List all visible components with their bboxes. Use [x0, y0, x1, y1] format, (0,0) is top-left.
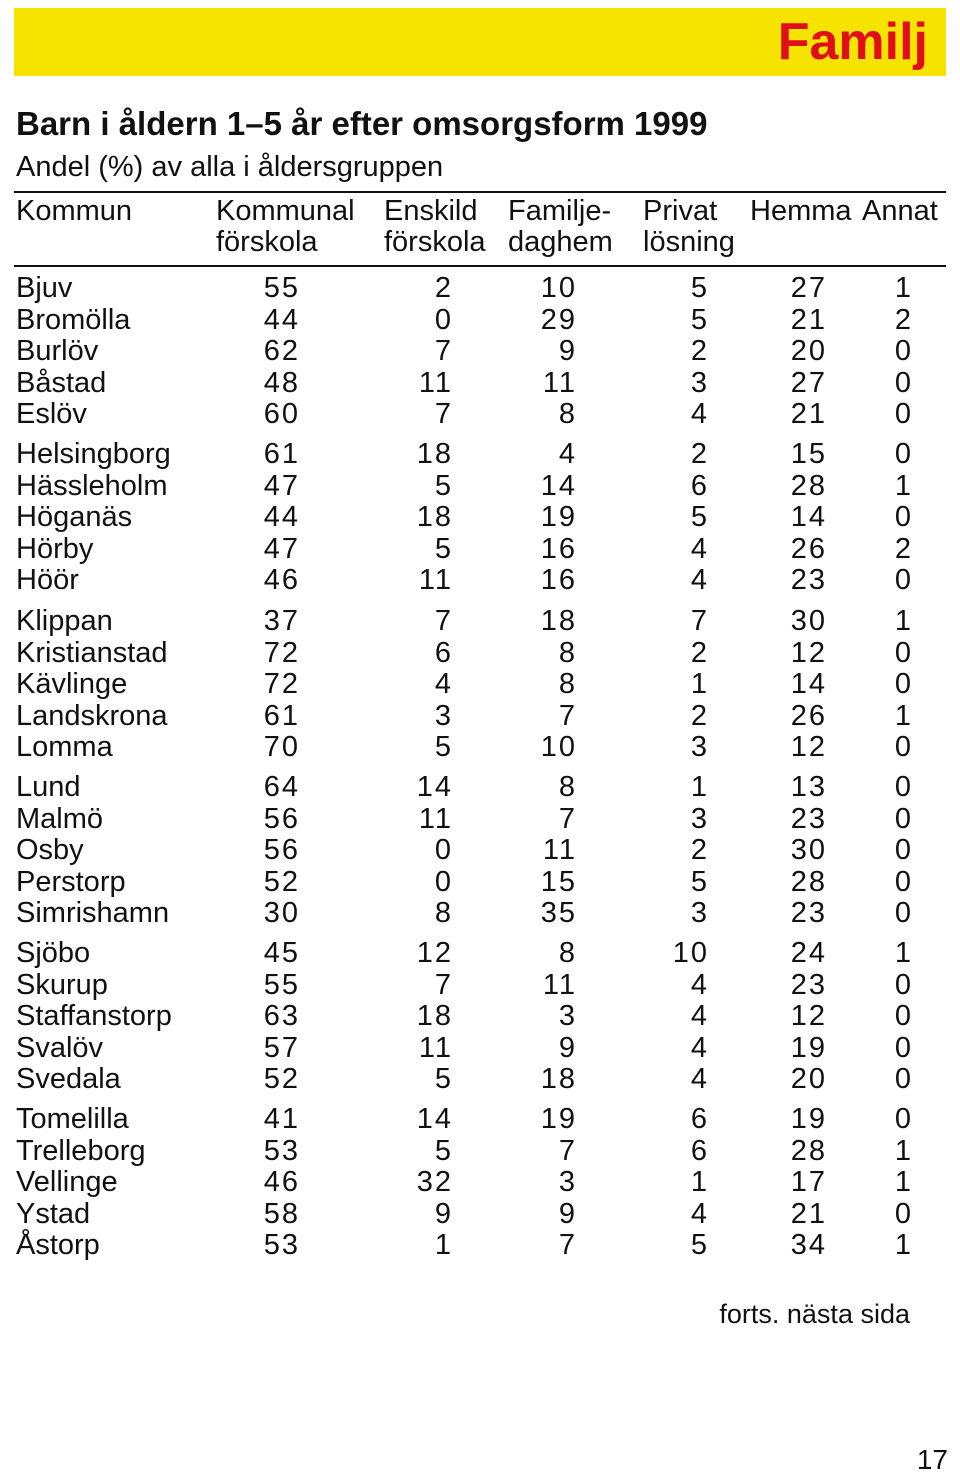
cell-privat-losning: 1 [690, 771, 709, 803]
cell-hemma: 12 [790, 731, 827, 764]
cell-kommun: Svalöv [16, 1031, 104, 1064]
cell-kommunal-forskola: 53 [263, 1229, 300, 1262]
cell-privat-losning: 4 [690, 1000, 709, 1033]
cell-annat: 1 [894, 469, 913, 502]
cell-enskild-forskola: 5 [434, 532, 453, 565]
cell-hemma: 27 [790, 272, 827, 304]
cell-kommun: Kristianstad [16, 636, 168, 669]
cell-annat: 0 [894, 802, 913, 835]
table-row [0, 668, 960, 700]
cell-familjedaghem: 15 [540, 865, 577, 898]
cell-hemma: 14 [790, 668, 827, 701]
cell-enskild-forskola: 18 [416, 1000, 453, 1033]
cell-privat-losning: 5 [690, 303, 709, 336]
cell-familjedaghem: 8 [558, 398, 577, 431]
cell-privat-losning: 4 [690, 564, 709, 597]
cell-privat-losning: 5 [690, 865, 709, 898]
table-row [0, 1166, 960, 1198]
cell-annat: 0 [894, 366, 913, 399]
cell-kommunal-forskola: 47 [263, 469, 300, 502]
cell-kommunal-forskola: 55 [263, 968, 300, 1001]
cell-enskild-forskola: 11 [418, 564, 453, 597]
cell-kommunal-forskola: 63 [263, 1000, 300, 1033]
cell-enskild-forskola: 9 [434, 1197, 453, 1230]
cell-hemma: 24 [790, 937, 827, 969]
cell-kommun: Lomma [16, 731, 113, 764]
cell-privat-losning: 3 [690, 366, 709, 399]
cell-kommunal-forskola: 41 [263, 1103, 300, 1135]
table-row [0, 937, 960, 969]
cell-annat: 1 [894, 1166, 913, 1199]
cell-kommun: Eslöv [16, 398, 87, 431]
cell-hemma: 17 [790, 1166, 827, 1199]
cell-familjedaghem: 11 [542, 968, 577, 1001]
cell-hemma: 30 [790, 834, 827, 867]
cell-kommun: Hässleholm [16, 469, 168, 502]
cell-kommun: Malmö [16, 802, 104, 835]
table-row [0, 700, 960, 732]
cell-kommun: Klippan [16, 605, 113, 637]
cell-familjedaghem: 7 [558, 1134, 577, 1167]
cell-familjedaghem: 10 [540, 272, 577, 304]
cell-kommun: Tomelilla [16, 1103, 129, 1135]
cell-annat: 0 [894, 564, 913, 597]
header-enskild-forskola: Enskild förskola [384, 195, 486, 258]
cell-familjedaghem: 19 [540, 501, 577, 534]
cell-familjedaghem: 3 [558, 1166, 577, 1199]
cell-privat-losning: 3 [690, 802, 709, 835]
cell-kommun: Helsingborg [16, 438, 171, 470]
cell-familjedaghem: 10 [540, 731, 577, 764]
cell-privat-losning: 2 [690, 636, 709, 669]
cell-kommun: Simrishamn [16, 897, 170, 930]
cell-kommunal-forskola: 46 [263, 564, 300, 597]
cell-privat-losning: 3 [690, 731, 709, 764]
cell-kommunal-forskola: 60 [263, 398, 300, 431]
cell-annat: 1 [894, 272, 913, 304]
cell-annat: 0 [894, 834, 913, 867]
cell-privat-losning: 3 [690, 897, 709, 930]
cell-kommunal-forskola: 37 [263, 605, 300, 637]
cell-hemma: 21 [790, 1197, 827, 1230]
table-row [0, 771, 960, 803]
cell-privat-losning: 4 [690, 968, 709, 1001]
cell-enskild-forskola: 11 [418, 366, 453, 399]
cell-hemma: 13 [790, 771, 827, 803]
header-annat: Annat [862, 195, 938, 227]
cell-privat-losning: 2 [690, 438, 709, 470]
header-familjedaghem: Familje- daghem [508, 195, 613, 258]
cell-annat: 0 [894, 1197, 913, 1230]
cell-hemma: 34 [790, 1229, 827, 1262]
cell-privat-losning: 5 [690, 1229, 709, 1262]
table-row [0, 605, 960, 637]
page-number: 17 [916, 1444, 948, 1475]
cell-annat: 0 [894, 398, 913, 431]
table-row [0, 1229, 960, 1261]
cell-hemma: 27 [790, 366, 827, 399]
cell-annat: 0 [894, 668, 913, 701]
cell-annat: 2 [894, 303, 913, 336]
table-row [0, 1135, 960, 1167]
cell-hemma: 23 [790, 802, 827, 835]
cell-familjedaghem: 11 [542, 366, 577, 399]
cell-hemma: 28 [790, 469, 827, 502]
table-row [0, 304, 960, 336]
cell-kommunal-forskola: 57 [263, 1031, 300, 1064]
cell-kommunal-forskola: 44 [263, 303, 300, 336]
cell-kommun: Hörby [16, 532, 94, 565]
cell-familjedaghem: 7 [558, 699, 577, 732]
cell-annat: 1 [894, 605, 913, 637]
cell-kommun: Trelleborg [16, 1134, 146, 1167]
continued-note: forts. nästa sida [719, 1299, 910, 1329]
cell-kommun: Osby [16, 834, 84, 867]
cell-kommunal-forskola: 53 [263, 1134, 300, 1167]
cell-annat: 1 [894, 1134, 913, 1167]
table-row [0, 398, 960, 430]
cell-privat-losning: 6 [690, 1103, 709, 1135]
cell-hemma: 28 [790, 1134, 827, 1167]
cell-familjedaghem: 7 [558, 1229, 577, 1262]
cell-enskild-forskola: 7 [434, 605, 453, 637]
cell-hemma: 23 [790, 564, 827, 597]
cell-annat: 0 [894, 865, 913, 898]
cell-privat-losning: 2 [690, 335, 709, 368]
cell-kommunal-forskola: 48 [263, 366, 300, 399]
cell-hemma: 23 [790, 968, 827, 1001]
cell-kommun: Båstad [16, 366, 107, 399]
cell-kommun: Lund [16, 771, 81, 803]
cell-enskild-forskola: 12 [416, 937, 453, 969]
cell-familjedaghem: 4 [558, 438, 577, 470]
cell-enskild-forskola: 7 [434, 398, 453, 431]
cell-kommunal-forskola: 72 [263, 668, 300, 701]
cell-familjedaghem: 8 [558, 636, 577, 669]
cell-annat: 0 [894, 335, 913, 368]
table-row [0, 803, 960, 835]
section-title: Familj [777, 13, 928, 71]
cell-hemma: 30 [790, 605, 827, 637]
cell-enskild-forskola: 18 [416, 438, 453, 470]
cell-familjedaghem: 8 [558, 771, 577, 803]
cell-kommunal-forskola: 61 [263, 438, 300, 470]
cell-enskild-forskola: 32 [416, 1166, 453, 1199]
cell-privat-losning: 5 [690, 272, 709, 304]
cell-enskild-forskola: 3 [434, 699, 453, 732]
cell-kommun: Åstorp [16, 1229, 100, 1262]
cell-hemma: 28 [790, 865, 827, 898]
cell-enskild-forskola: 6 [434, 636, 453, 669]
cell-enskild-forskola: 0 [434, 865, 453, 898]
table-row [0, 897, 960, 929]
cell-hemma: 26 [790, 699, 827, 732]
cell-kommunal-forskola: 72 [263, 636, 300, 669]
table-row [0, 438, 960, 470]
cell-hemma: 26 [790, 532, 827, 565]
cell-kommunal-forskola: 47 [263, 532, 300, 565]
cell-privat-losning: 5 [690, 501, 709, 534]
cell-hemma: 19 [790, 1103, 827, 1135]
cell-kommun: Perstorp [16, 865, 126, 898]
cell-familjedaghem: 11 [542, 834, 577, 867]
cell-kommunal-forskola: 52 [263, 865, 300, 898]
cell-privat-losning: 4 [690, 1031, 709, 1064]
cell-hemma: 14 [790, 501, 827, 534]
cell-kommunal-forskola: 52 [263, 1063, 300, 1096]
cell-hemma: 12 [790, 1000, 827, 1033]
table-top-rule [14, 191, 946, 193]
cell-enskild-forskola: 0 [434, 834, 453, 867]
header-kommunal-forskola: Kommunal förskola [216, 195, 355, 258]
cell-annat: 0 [894, 968, 913, 1001]
cell-kommunal-forskola: 56 [263, 802, 300, 835]
cell-familjedaghem: 18 [540, 1063, 577, 1096]
cell-annat: 1 [894, 699, 913, 732]
cell-familjedaghem: 9 [558, 335, 577, 368]
cell-privat-losning: 4 [690, 1063, 709, 1096]
table-row [0, 272, 960, 304]
table-row [0, 969, 960, 1001]
cell-hemma: 20 [790, 335, 827, 368]
cell-familjedaghem: 8 [558, 668, 577, 701]
cell-enskild-forskola: 1 [434, 1229, 453, 1262]
cell-kommunal-forskola: 55 [263, 272, 300, 304]
cell-kommunal-forskola: 44 [263, 501, 300, 534]
cell-kommun: Burlöv [16, 335, 99, 368]
cell-annat: 0 [894, 771, 913, 803]
cell-privat-losning: 1 [690, 1166, 709, 1199]
cell-enskild-forskola: 5 [434, 469, 453, 502]
cell-hemma: 21 [790, 303, 827, 336]
cell-enskild-forskola: 5 [434, 731, 453, 764]
cell-familjedaghem: 35 [540, 897, 577, 930]
table-row [0, 1032, 960, 1064]
cell-kommunal-forskola: 56 [263, 834, 300, 867]
table-row [0, 866, 960, 898]
cell-familjedaghem: 29 [540, 303, 577, 336]
cell-kommun: Skurup [16, 968, 108, 1001]
cell-kommun: Bjuv [16, 272, 73, 304]
cell-familjedaghem: 9 [558, 1197, 577, 1230]
cell-privat-losning: 6 [690, 469, 709, 502]
cell-annat: 0 [894, 501, 913, 534]
cell-hemma: 15 [790, 438, 827, 470]
page-title: Barn i åldern 1–5 år efter omsorgsform 1999 [16, 105, 708, 142]
header-kommun: Kommun [16, 195, 133, 227]
cell-kommun: Landskrona [16, 699, 168, 732]
table-row [0, 564, 960, 596]
cell-kommun: Sjöbo [16, 937, 91, 969]
cell-kommunal-forskola: 30 [263, 897, 300, 930]
cell-kommunal-forskola: 46 [263, 1166, 300, 1199]
cell-familjedaghem: 9 [558, 1031, 577, 1064]
table-row [0, 470, 960, 502]
cell-privat-losning: 6 [690, 1134, 709, 1167]
cell-enskild-forskola: 7 [434, 335, 453, 368]
cell-enskild-forskola: 18 [416, 501, 453, 534]
table-row [0, 637, 960, 669]
cell-enskild-forskola: 14 [416, 1103, 453, 1135]
cell-hemma: 20 [790, 1063, 827, 1096]
cell-annat: 0 [894, 1031, 913, 1064]
table-row [0, 1063, 960, 1095]
cell-enskild-forskola: 7 [434, 968, 453, 1001]
cell-kommun: Staffanstorp [16, 1000, 172, 1033]
cell-hemma: 23 [790, 897, 827, 930]
table-row [0, 1000, 960, 1032]
cell-familjedaghem: 19 [540, 1103, 577, 1135]
cell-familjedaghem: 18 [540, 605, 577, 637]
cell-kommun: Höör [16, 564, 79, 597]
table-row [0, 1103, 960, 1135]
section-banner [14, 8, 946, 76]
cell-privat-losning: 2 [690, 834, 709, 867]
cell-hemma: 21 [790, 398, 827, 431]
cell-annat: 0 [894, 731, 913, 764]
cell-privat-losning: 4 [690, 1197, 709, 1230]
cell-enskild-forskola: 0 [434, 303, 453, 336]
table-row [0, 731, 960, 763]
cell-familjedaghem: 14 [540, 469, 577, 502]
cell-kommun: Ystad [16, 1197, 91, 1230]
cell-annat: 1 [894, 937, 913, 969]
cell-kommunal-forskola: 64 [263, 771, 300, 803]
cell-enskild-forskola: 14 [416, 771, 453, 803]
cell-privat-losning: 7 [690, 605, 709, 637]
cell-familjedaghem: 16 [540, 564, 577, 597]
cell-enskild-forskola: 11 [418, 1031, 453, 1064]
cell-annat: 0 [894, 1063, 913, 1096]
cell-enskild-forskola: 8 [434, 897, 453, 930]
cell-privat-losning: 2 [690, 699, 709, 732]
cell-privat-losning: 4 [690, 398, 709, 431]
cell-enskild-forskola: 5 [434, 1063, 453, 1096]
header-privat-losning: Privat lösning [643, 195, 735, 258]
cell-kommunal-forskola: 62 [263, 335, 300, 368]
cell-annat: 2 [894, 532, 913, 565]
cell-kommunal-forskola: 70 [263, 731, 300, 764]
cell-hemma: 19 [790, 1031, 827, 1064]
cell-annat: 0 [894, 438, 913, 470]
cell-familjedaghem: 16 [540, 532, 577, 565]
table-row [0, 501, 960, 533]
cell-kommun: Kävlinge [16, 668, 128, 701]
cell-kommun: Höganäs [16, 501, 133, 534]
cell-annat: 0 [894, 897, 913, 930]
cell-familjedaghem: 7 [558, 802, 577, 835]
cell-privat-losning: 1 [690, 668, 709, 701]
table-row [0, 367, 960, 399]
cell-annat: 0 [894, 1103, 913, 1135]
cell-familjedaghem: 8 [558, 937, 577, 969]
page-subtitle: Andel (%) av alla i åldersgruppen [16, 151, 444, 183]
cell-enskild-forskola: 5 [434, 1134, 453, 1167]
cell-kommun: Bromölla [16, 303, 131, 336]
table-row [0, 1198, 960, 1230]
cell-enskild-forskola: 4 [434, 668, 453, 701]
cell-enskild-forskola: 11 [418, 802, 453, 835]
cell-kommunal-forskola: 45 [263, 937, 300, 969]
cell-privat-losning: 10 [672, 937, 709, 969]
cell-annat: 0 [894, 1000, 913, 1033]
cell-kommun: Vellinge [16, 1166, 118, 1199]
cell-annat: 0 [894, 636, 913, 669]
header-hemma: Hemma [750, 195, 852, 227]
cell-privat-losning: 4 [690, 532, 709, 565]
table-row [0, 834, 960, 866]
cell-annat: 1 [894, 1229, 913, 1262]
cell-hemma: 12 [790, 636, 827, 669]
table-row [0, 335, 960, 367]
cell-familjedaghem: 3 [558, 1000, 577, 1033]
cell-enskild-forskola: 2 [434, 272, 453, 304]
table-row [0, 533, 960, 565]
cell-kommunal-forskola: 58 [263, 1197, 300, 1230]
table-header-rule [14, 265, 946, 267]
cell-kommun: Svedala [16, 1063, 121, 1096]
cell-kommunal-forskola: 61 [263, 699, 300, 732]
